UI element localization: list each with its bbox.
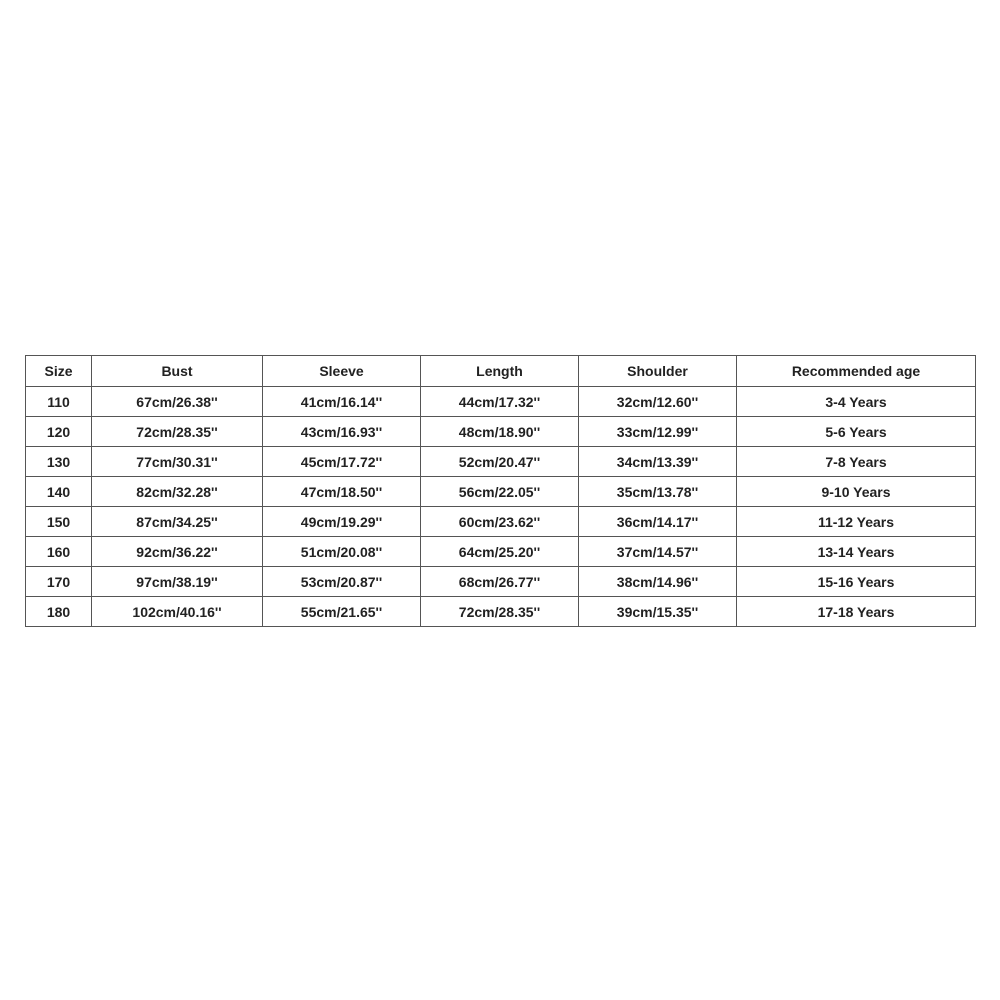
cell-size: 120: [26, 417, 92, 447]
cell-sleeve: 55cm/21.65'': [263, 597, 421, 627]
cell-bust: 102cm/40.16'': [92, 597, 263, 627]
cell-size: 160: [26, 537, 92, 567]
table-row: [26, 537, 976, 567]
cell-recommended-age: 13-14 Years: [737, 537, 976, 567]
table-row: [26, 387, 976, 417]
size-chart-table: [25, 355, 976, 627]
cell-bust: 72cm/28.35'': [92, 417, 263, 447]
cell-sleeve: 49cm/19.29'': [263, 507, 421, 537]
cell-sleeve: 51cm/20.08'': [263, 537, 421, 567]
cell-length: 44cm/17.32'': [421, 387, 579, 417]
cell-sleeve: 53cm/20.87'': [263, 567, 421, 597]
cell-sleeve: 43cm/16.93'': [263, 417, 421, 447]
cell-bust: 92cm/36.22'': [92, 537, 263, 567]
cell-bust: 67cm/26.38'': [92, 387, 263, 417]
cell-shoulder: 37cm/14.57'': [579, 537, 737, 567]
cell-recommended-age: 9-10 Years: [737, 477, 976, 507]
table-row: [26, 477, 976, 507]
table-row: [26, 597, 976, 627]
cell-size: 150: [26, 507, 92, 537]
cell-length: 64cm/25.20'': [421, 537, 579, 567]
cell-shoulder: 39cm/15.35'': [579, 597, 737, 627]
table-row: [26, 507, 976, 537]
cell-bust: 82cm/32.28'': [92, 477, 263, 507]
cell-recommended-age: 7-8 Years: [737, 447, 976, 477]
cell-length: 72cm/28.35'': [421, 597, 579, 627]
cell-size: 130: [26, 447, 92, 477]
table-header: [26, 356, 976, 387]
header-bust: Bust: [92, 356, 263, 387]
cell-sleeve: 41cm/16.14'': [263, 387, 421, 417]
header-row: [26, 356, 976, 387]
cell-bust: 77cm/30.31'': [92, 447, 263, 477]
cell-shoulder: 33cm/12.99'': [579, 417, 737, 447]
cell-size: 170: [26, 567, 92, 597]
table-row: [26, 417, 976, 447]
cell-shoulder: 32cm/12.60'': [579, 387, 737, 417]
cell-length: 56cm/22.05'': [421, 477, 579, 507]
cell-length: 52cm/20.47'': [421, 447, 579, 477]
header-length: Length: [421, 356, 579, 387]
cell-shoulder: 38cm/14.96'': [579, 567, 737, 597]
table-body: [26, 387, 976, 627]
cell-recommended-age: 5-6 Years: [737, 417, 976, 447]
header-size: Size: [26, 356, 92, 387]
cell-sleeve: 45cm/17.72'': [263, 447, 421, 477]
header-recommended-age: Recommended age: [737, 356, 976, 387]
cell-recommended-age: 11-12 Years: [737, 507, 976, 537]
table-row: [26, 567, 976, 597]
cell-length: 48cm/18.90'': [421, 417, 579, 447]
cell-size: 180: [26, 597, 92, 627]
header-shoulder: Shoulder: [579, 356, 737, 387]
table-row: [26, 447, 976, 477]
cell-length: 68cm/26.77'': [421, 567, 579, 597]
cell-recommended-age: 3-4 Years: [737, 387, 976, 417]
cell-length: 60cm/23.62'': [421, 507, 579, 537]
cell-shoulder: 35cm/13.78'': [579, 477, 737, 507]
cell-bust: 87cm/34.25'': [92, 507, 263, 537]
cell-sleeve: 47cm/18.50'': [263, 477, 421, 507]
cell-recommended-age: 15-16 Years: [737, 567, 976, 597]
header-sleeve: Sleeve: [263, 356, 421, 387]
cell-bust: 97cm/38.19'': [92, 567, 263, 597]
cell-size: 140: [26, 477, 92, 507]
cell-shoulder: 36cm/14.17'': [579, 507, 737, 537]
cell-shoulder: 34cm/13.39'': [579, 447, 737, 477]
cell-recommended-age: 17-18 Years: [737, 597, 976, 627]
cell-size: 110: [26, 387, 92, 417]
